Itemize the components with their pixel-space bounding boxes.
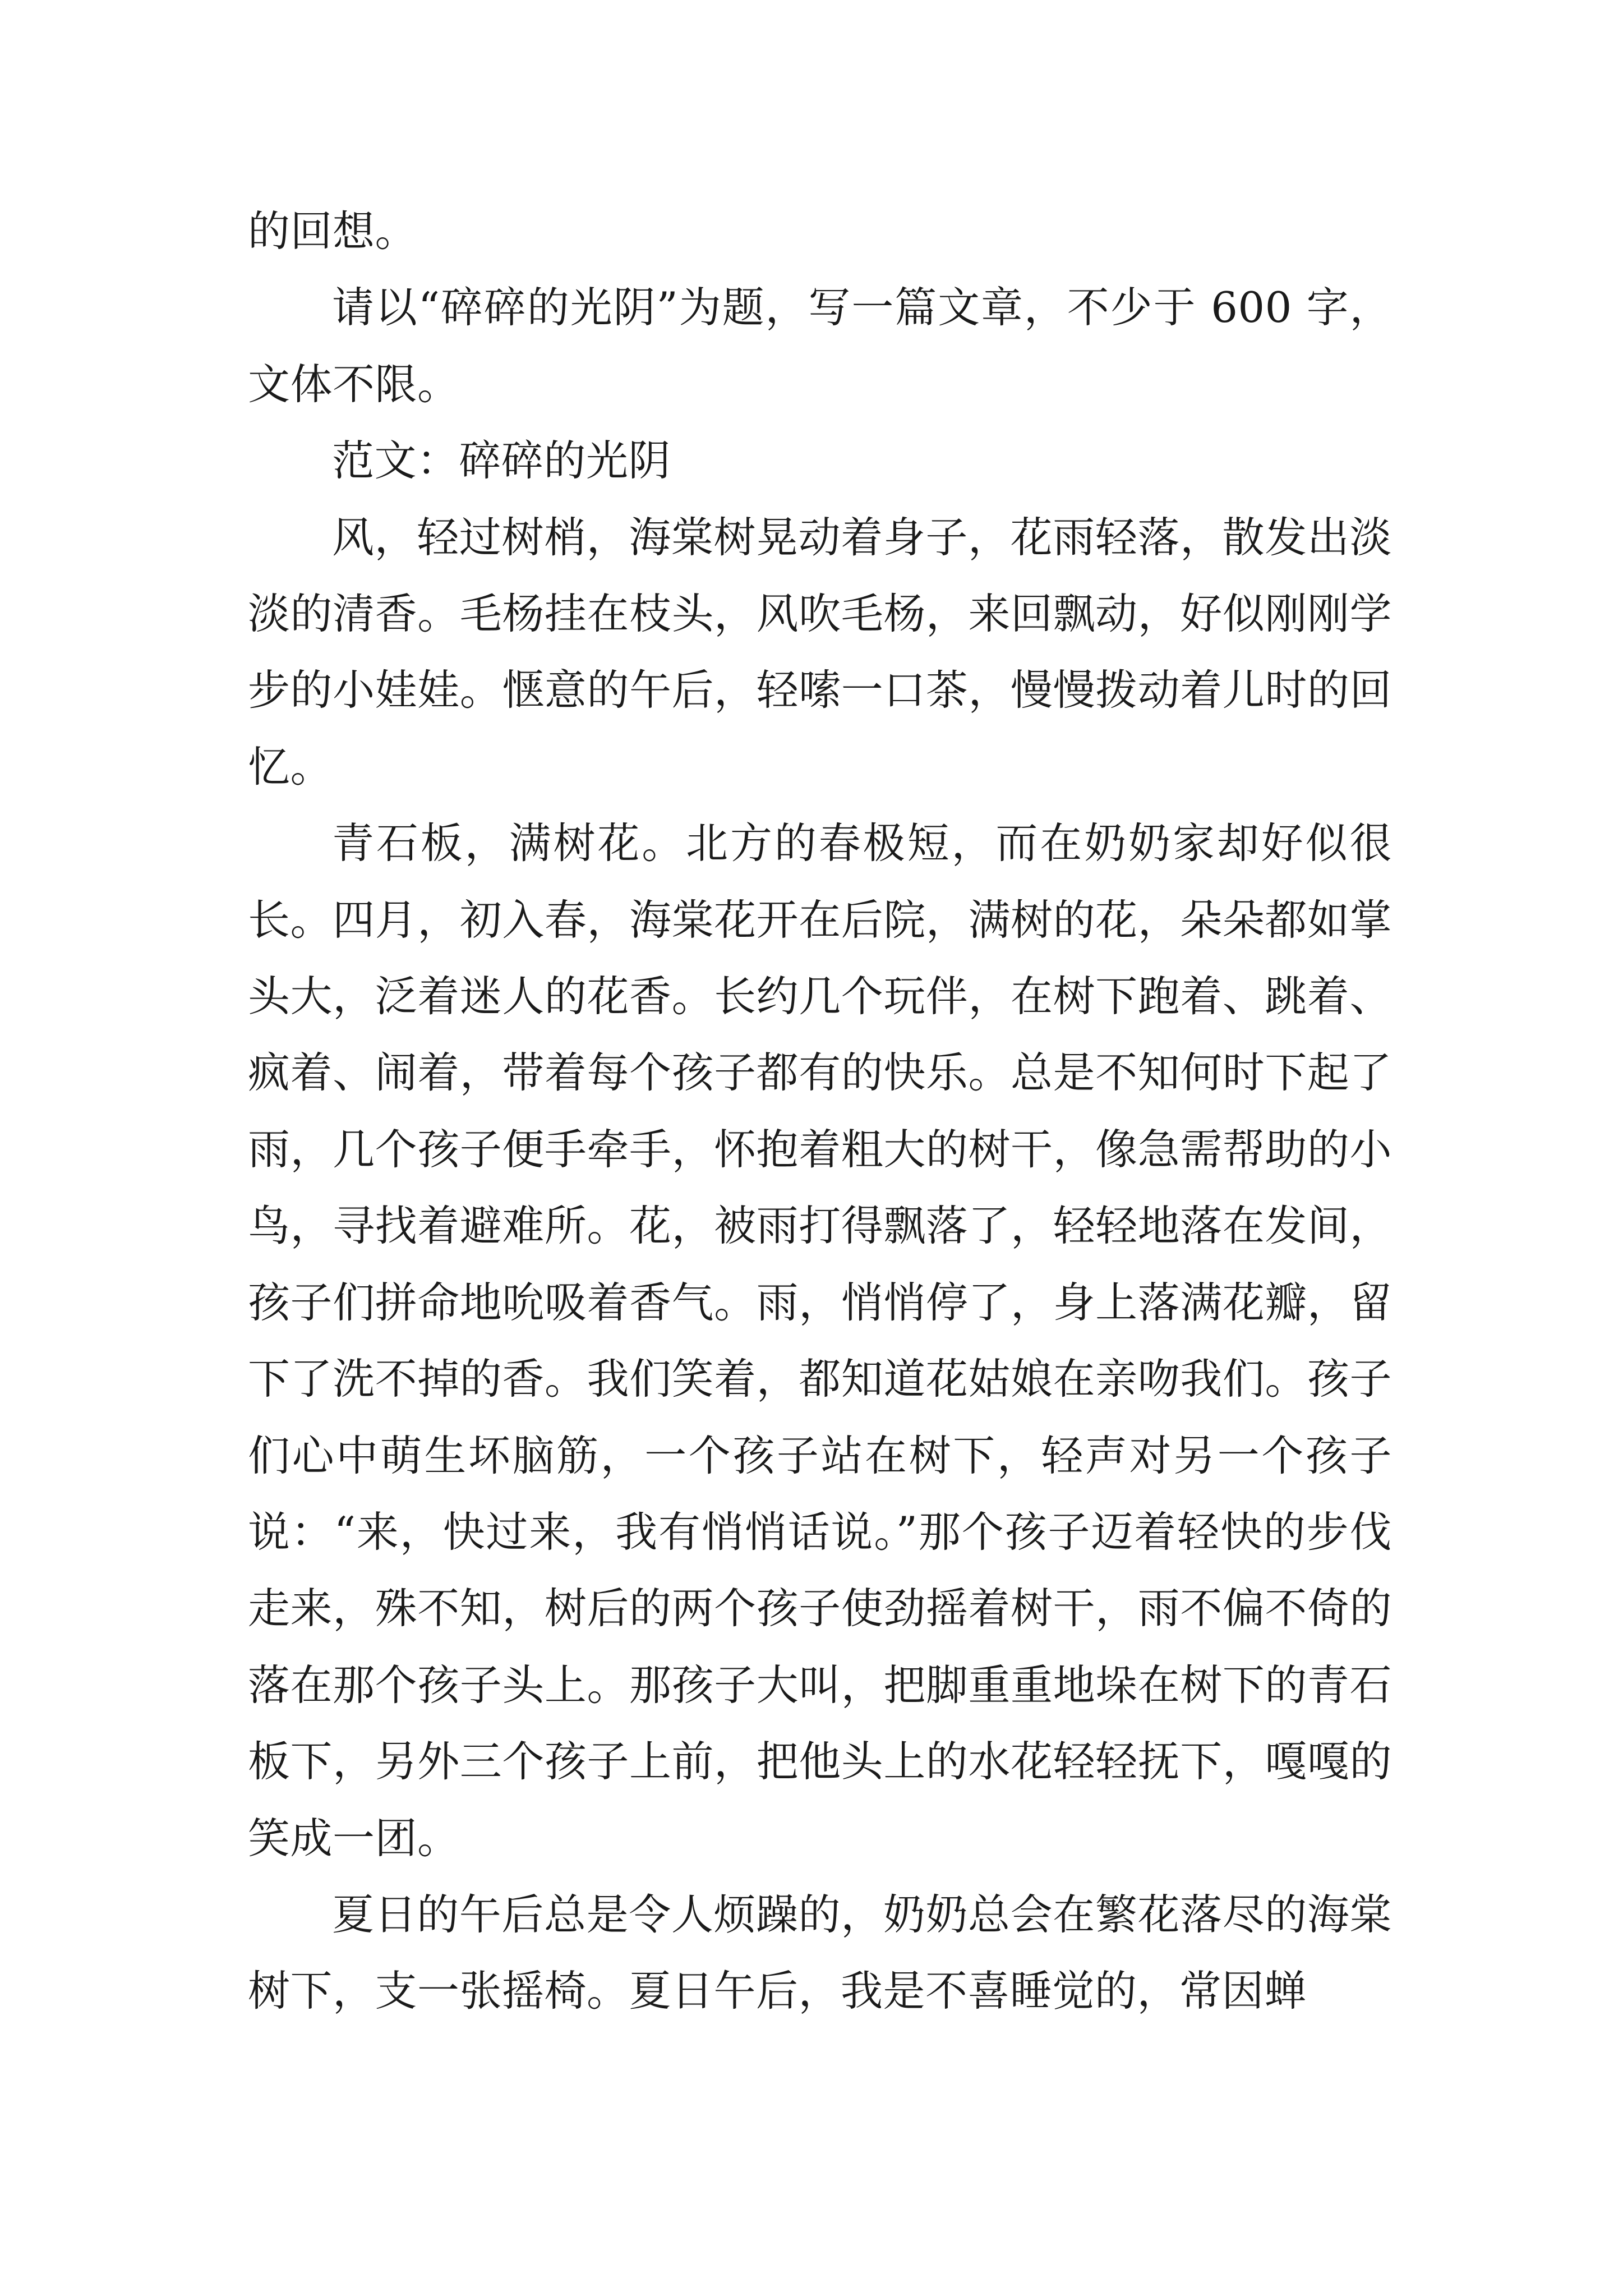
paragraph-essay-2: 青石板，满树花。北方的春极短，而在奶奶家却好似很长。四月，初入春，海棠花开在后院，满树的花，朵朵都如掌头大，泛着迷人的花香。长约几个玩伴，在树下跑着、跳着、疯着、闹着，带着每个孩子都有的快乐。总是不知何时下起了雨，几个孩子便手牵手，怀抱着粗大的树干，像急需帮助的小鸟，寻找着避难所。花，被雨打得飘落了，轻轻地落在发间，孩子们拼命地吮吸着香气。雨，悄悄停了，身上落满花瓣，留下了洗不掉的香。我们笑着，都知道花姑娘在亲吻我们。孩子们心中萌生坏脑筋，一个孩子站在树下，轻声对另一个孩子说：“来，快过来，我有悄悄话说。”那个孩子迈着轻快的步伐走来，殊不知，树后的两个孩子使劲摇着树干，雨不偏不倚的落在那个孩子头上。那孩子大叫，把脚重重地垛在树下的青石板下，另外三个孩子上前，把他头上的水花轻轻抚下，嘎嘎的笑成一团。 — [248, 818, 1392, 1863]
paragraph-essay-title: 范文：碎碎的光阴 — [332, 436, 671, 486]
paragraph-continuation: 的回想。 — [248, 206, 418, 256]
paragraph-essay-1: 风，轻过树梢，海棠树晃动着身子，花雨轻落，散发出淡淡的清香。毛杨挂在枝头，风吹毛杨，来回飘动，好似刚刚学步的小娃娃。惬意的午后，轻嗦一口茶，慢慢拨动着儿时的回忆。 — [248, 512, 1392, 792]
document-body — [248, 193, 1392, 2030]
paragraph-prompt: 请以“碎碎的光阴”为题，写一篇文章，不少于 600 字，文体不限。 — [248, 283, 1392, 409]
paragraph-essay-3: 夏日的午后总是令人烦躁的，奶奶总会在繁花落尽的海棠树下，支一张摇椅。夏日午后，我是不喜睡觉的，常因蝉 — [248, 1889, 1392, 2016]
